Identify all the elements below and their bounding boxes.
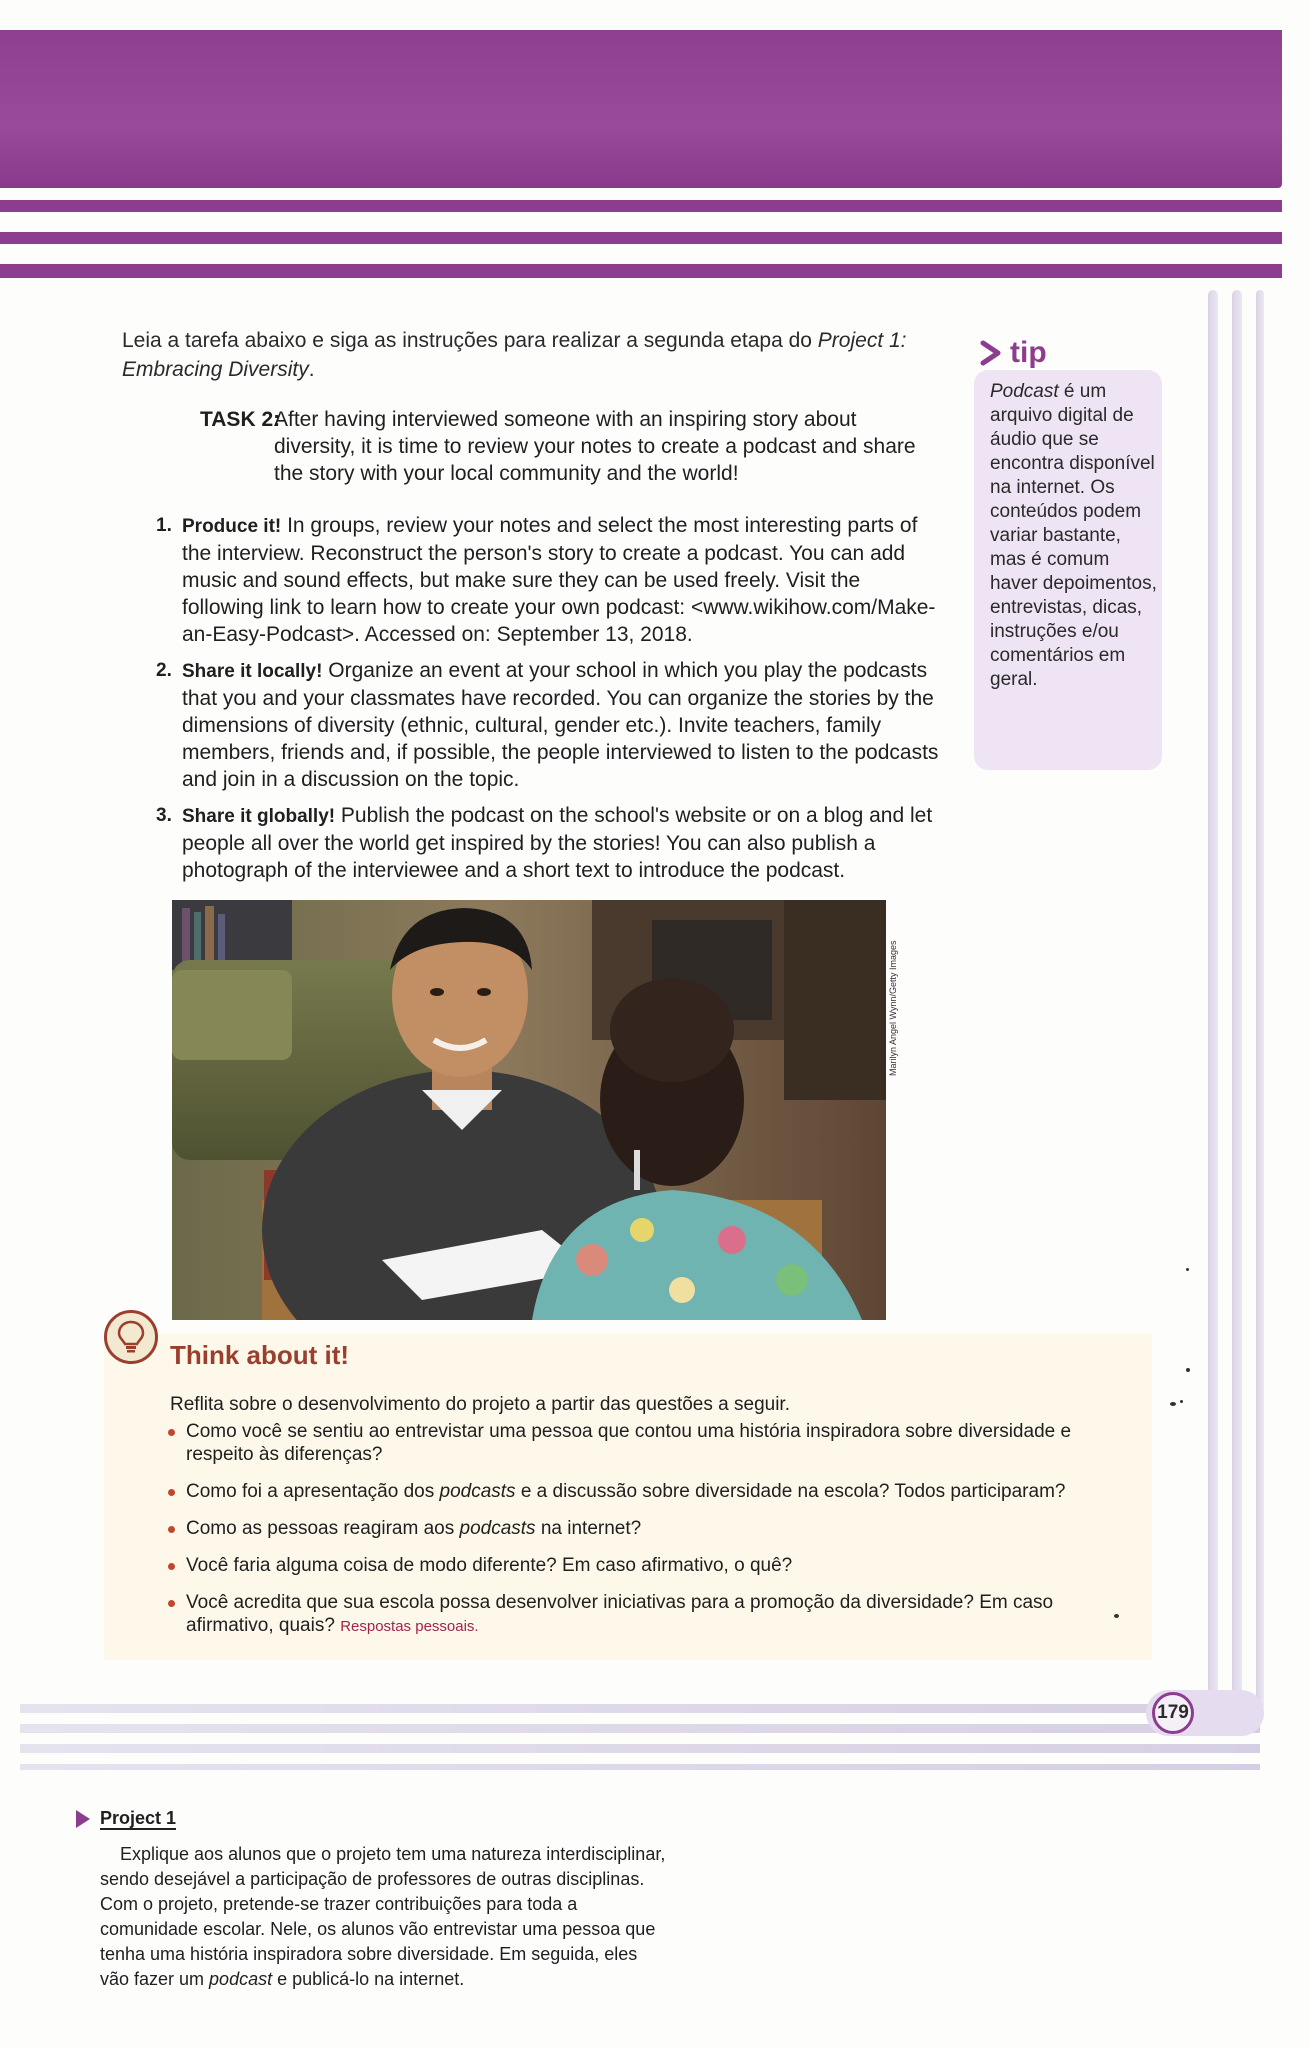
question-text: Você acredita que sua escola possa desenvolver iniciativas para a promoção da diversidade? Em caso afirmativo, quais? — [186, 1592, 1054, 1636]
photo-credit: Marilyn Angel Wynn/Getty Images — [888, 940, 898, 1076]
task-label: TASK 2: — [200, 408, 281, 431]
step-text: In groups, review your notes and select the most interesting parts of the interview. Reconstruct the person's story to create a podcast. You can add music and sound effects, but make sure they can be used freely. Visit the following link to learn how to create your own podcast: <www.wikihow.com/Make-an-Easy-Podcast>. Accessed on: September 13, 2018. — [182, 514, 936, 646]
bullet-icon — [168, 1429, 175, 1436]
question-item — [166, 1554, 1106, 1577]
task-block — [200, 406, 942, 487]
lightbulb-icon — [104, 1310, 158, 1364]
step-lead: Produce it! — [182, 516, 282, 537]
step-item — [150, 512, 942, 648]
question-text: Você faria alguma coisa de modo diferente? Em caso afirmativo, o quê? — [186, 1555, 793, 1576]
tip-title: tip — [1010, 336, 1047, 369]
frame-line — [1208, 290, 1218, 1710]
frame-line — [20, 1764, 1260, 1770]
teacher-note-term: podcast — [209, 1969, 273, 1989]
bullet-icon — [168, 1600, 175, 1607]
intro-end: . — [308, 358, 315, 381]
interview-photo — [172, 900, 886, 1320]
header-band — [0, 30, 1282, 188]
teacher-note-end: e publicá-lo na internet. — [272, 1969, 465, 1989]
chevron-right-icon — [978, 340, 1004, 366]
think-intro: Reflita sobre o desenvolvimento do projeto a partir das questões a seguir. — [170, 1394, 790, 1415]
triangle-right-icon — [74, 1808, 92, 1830]
step-number: 2. — [156, 660, 172, 681]
steps-list — [150, 512, 942, 893]
questions-list — [166, 1420, 1106, 1652]
step-item — [150, 802, 942, 884]
intro-text: Leia a tarefa abaixo e siga as instruções para realizar a segunda etapa do — [122, 329, 818, 352]
bullet-icon — [168, 1489, 175, 1496]
question-term: podcasts — [459, 1518, 536, 1539]
question-text: Como você se sentiu ao entrevistar uma pessoa que contou uma história inspiradora sobre diversidade e respeito às diferenças? — [186, 1421, 1072, 1465]
tip-definition: é um arquivo digital de áudio que se encontra disponível na internet. Os conteúdos podem variar bastante, mas é comum haver depoimentos, entrevistas, dicas, instruções e/ou comentários em geral. — [990, 381, 1157, 690]
task-text: After having interviewed someone with an inspiring story about diversity, it is time to review your notes to create a podcast and share the story with your local community and the world! — [274, 408, 916, 485]
question-text: e a discussão sobre diversidade na escola? Todos participaram? — [515, 1481, 1066, 1502]
tip-text — [990, 380, 1160, 692]
frame-line — [1256, 290, 1264, 1710]
page-number: 179 — [1152, 1692, 1194, 1734]
step-text: Organize an event at your school in which you play the podcasts that you and your classmates have recorded. You can organize the stories by the dimensions of diversity (ethnic, cultural, gender etc.). Invite teachers, family members, friends and, if possible, the people interviewed to listen to the podcasts and join in a discussion on the topic. — [182, 659, 939, 791]
question-text: Como as pessoas reagiram aos — [186, 1518, 460, 1539]
step-lead: Share it globally! — [182, 806, 336, 827]
step-number: 3. — [156, 805, 172, 826]
project-name: Project 1: Embracing Diversity — [122, 329, 907, 381]
step-lead: Share it locally! — [182, 661, 323, 682]
frame-line — [20, 1704, 1260, 1713]
intro-paragraph — [122, 326, 952, 384]
frame-line — [1232, 290, 1242, 1710]
think-title: Think about it! — [170, 1340, 350, 1370]
teacher-note-body: Explique aos alunos que o projeto tem uma natureza interdisciplinar, sendo desejável a participação de professores de outras disciplinas. Com o projeto, pretende-se trazer contribuições para toda a comunidade escolar. Nele, os alunos vão entrevistar uma pessoa que tenha uma história inspiradora sobre diversidade. Em seguida, eles vão fazer um — [100, 1844, 666, 1989]
question-item — [166, 1480, 1106, 1503]
teacher-note-title: Project 1 — [100, 1808, 177, 1828]
question-text: na internet? — [535, 1518, 642, 1539]
header-stripe — [0, 200, 1282, 212]
header-stripe — [0, 264, 1282, 278]
header-stripe — [0, 232, 1282, 244]
question-item — [166, 1517, 1106, 1540]
step-number: 1. — [156, 515, 172, 536]
frame-line — [20, 1724, 1260, 1733]
question-text: Como foi a apresentação dos — [186, 1481, 440, 1502]
answer-hint: Respostas pessoais. — [340, 1618, 479, 1635]
frame-line — [20, 1744, 1260, 1753]
interview-illustration — [172, 900, 886, 1320]
question-item — [166, 1591, 1106, 1638]
question-item — [166, 1420, 1106, 1466]
step-item — [150, 657, 942, 793]
bullet-icon — [168, 1526, 175, 1533]
question-term: podcasts — [439, 1481, 516, 1502]
teacher-note-text — [100, 1842, 666, 1992]
bullet-icon — [168, 1563, 175, 1570]
tip-heading — [978, 336, 1047, 370]
tip-term: Podcast — [990, 381, 1059, 402]
step-text: Publish the podcast on the school's website or on a blog and let people all over the world get inspired by the stories! You can also publish a photograph of the interviewee and a short text to introduce the podcast. — [182, 804, 933, 882]
